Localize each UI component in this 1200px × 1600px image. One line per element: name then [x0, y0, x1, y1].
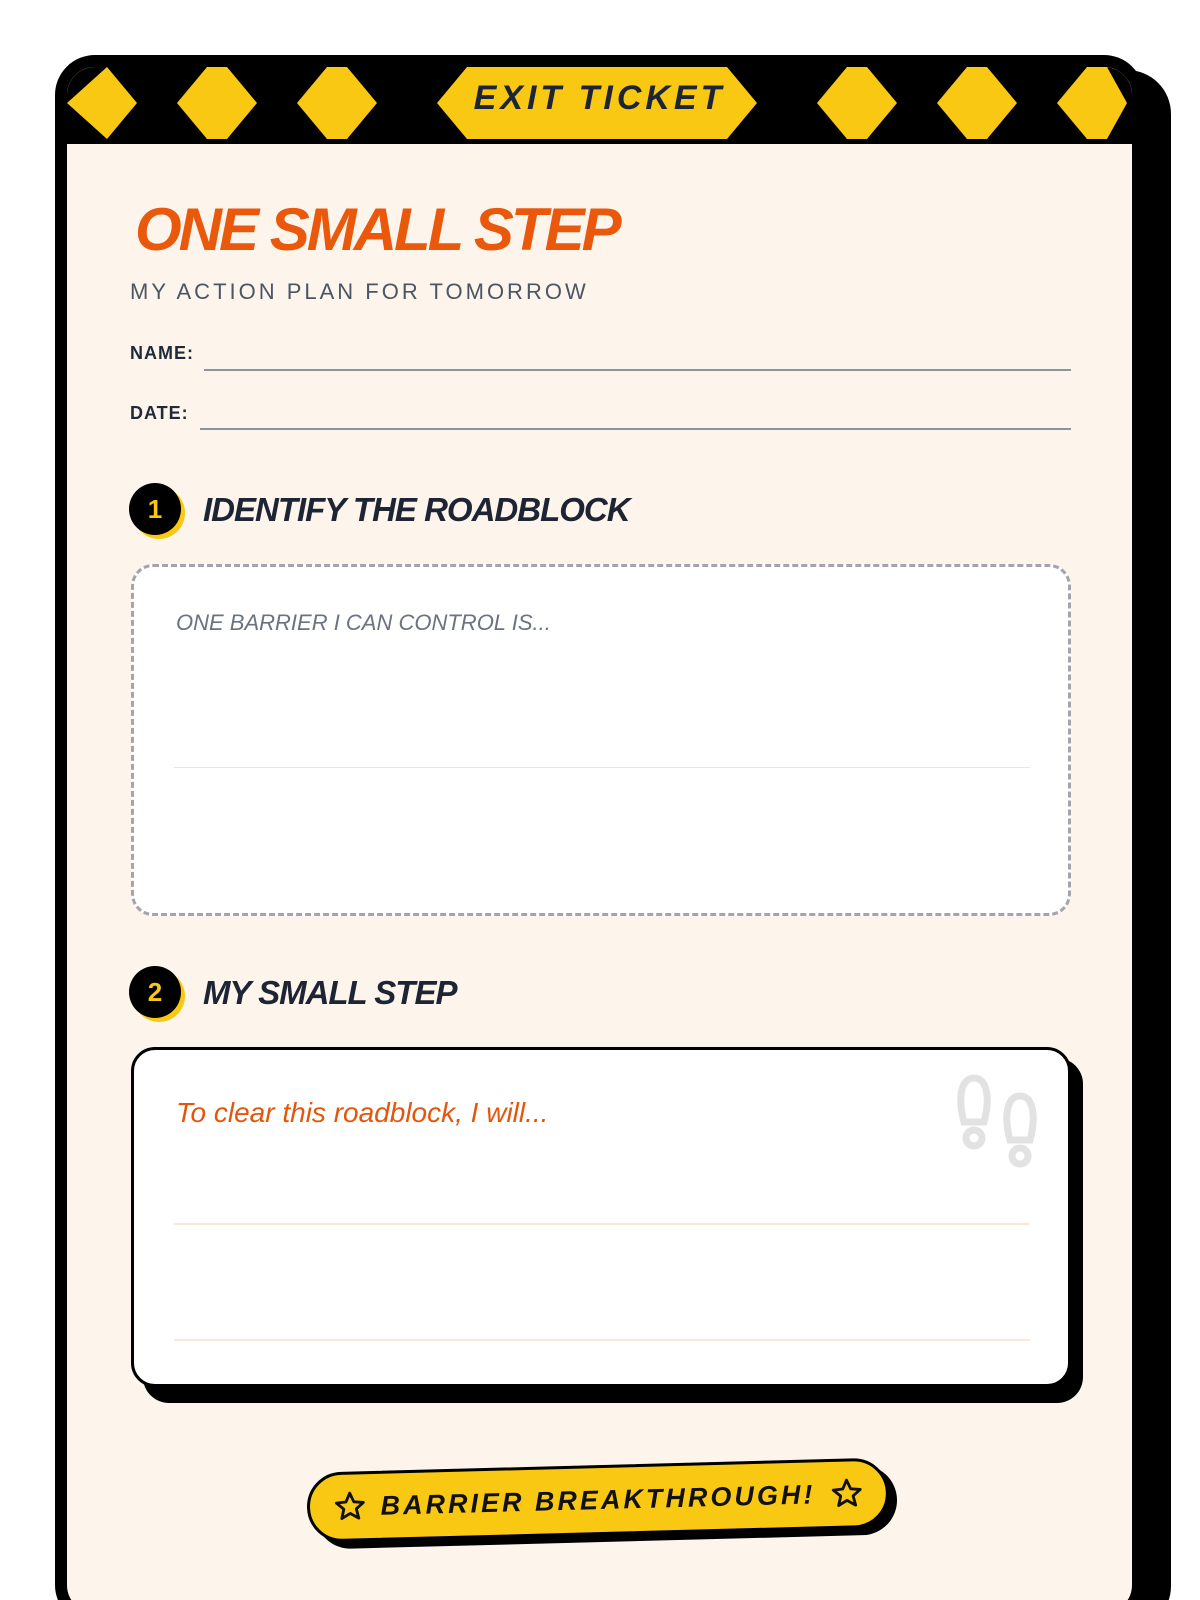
- barrier-breakthrough-badge: [306, 1457, 898, 1548]
- star-icon: [829, 1476, 864, 1511]
- small-step-answer-box[interactable]: [131, 1047, 1071, 1387]
- cta-label: BARRIER BREAKTHROUGH!: [380, 1478, 816, 1521]
- footprints-icon: [952, 1070, 1044, 1175]
- step-1-badge: 1: [129, 483, 181, 535]
- page-subtitle: MY ACTION PLAN FOR TOMORROW: [130, 279, 589, 304]
- name-field[interactable]: [204, 369, 1071, 371]
- step-1-heading: IDENTIFY THE ROADBLOCK: [203, 491, 630, 528]
- roadblock-prompt: ONE BARRIER I CAN CONTROL IS...: [176, 610, 551, 635]
- step-2-badge: 2: [129, 966, 181, 1018]
- step-2-heading: MY SMALL STEP: [203, 974, 457, 1011]
- date-label: DATE:: [130, 403, 189, 423]
- writing-line: [174, 767, 1030, 768]
- page-title: ONE SMALL STEP: [135, 196, 619, 263]
- banner-title: EXIT TICKET: [473, 79, 726, 117]
- star-icon: [332, 1489, 367, 1524]
- hazard-banner: [67, 67, 1132, 144]
- roadblock-answer-box[interactable]: [131, 564, 1071, 916]
- name-label: NAME:: [130, 343, 194, 363]
- exit-ticket-card: [55, 55, 1144, 1600]
- date-field[interactable]: [200, 428, 1071, 430]
- small-step-prompt: To clear this roadblock, I will...: [176, 1097, 549, 1128]
- writing-line: [174, 1339, 1030, 1341]
- writing-line: [174, 1223, 1030, 1225]
